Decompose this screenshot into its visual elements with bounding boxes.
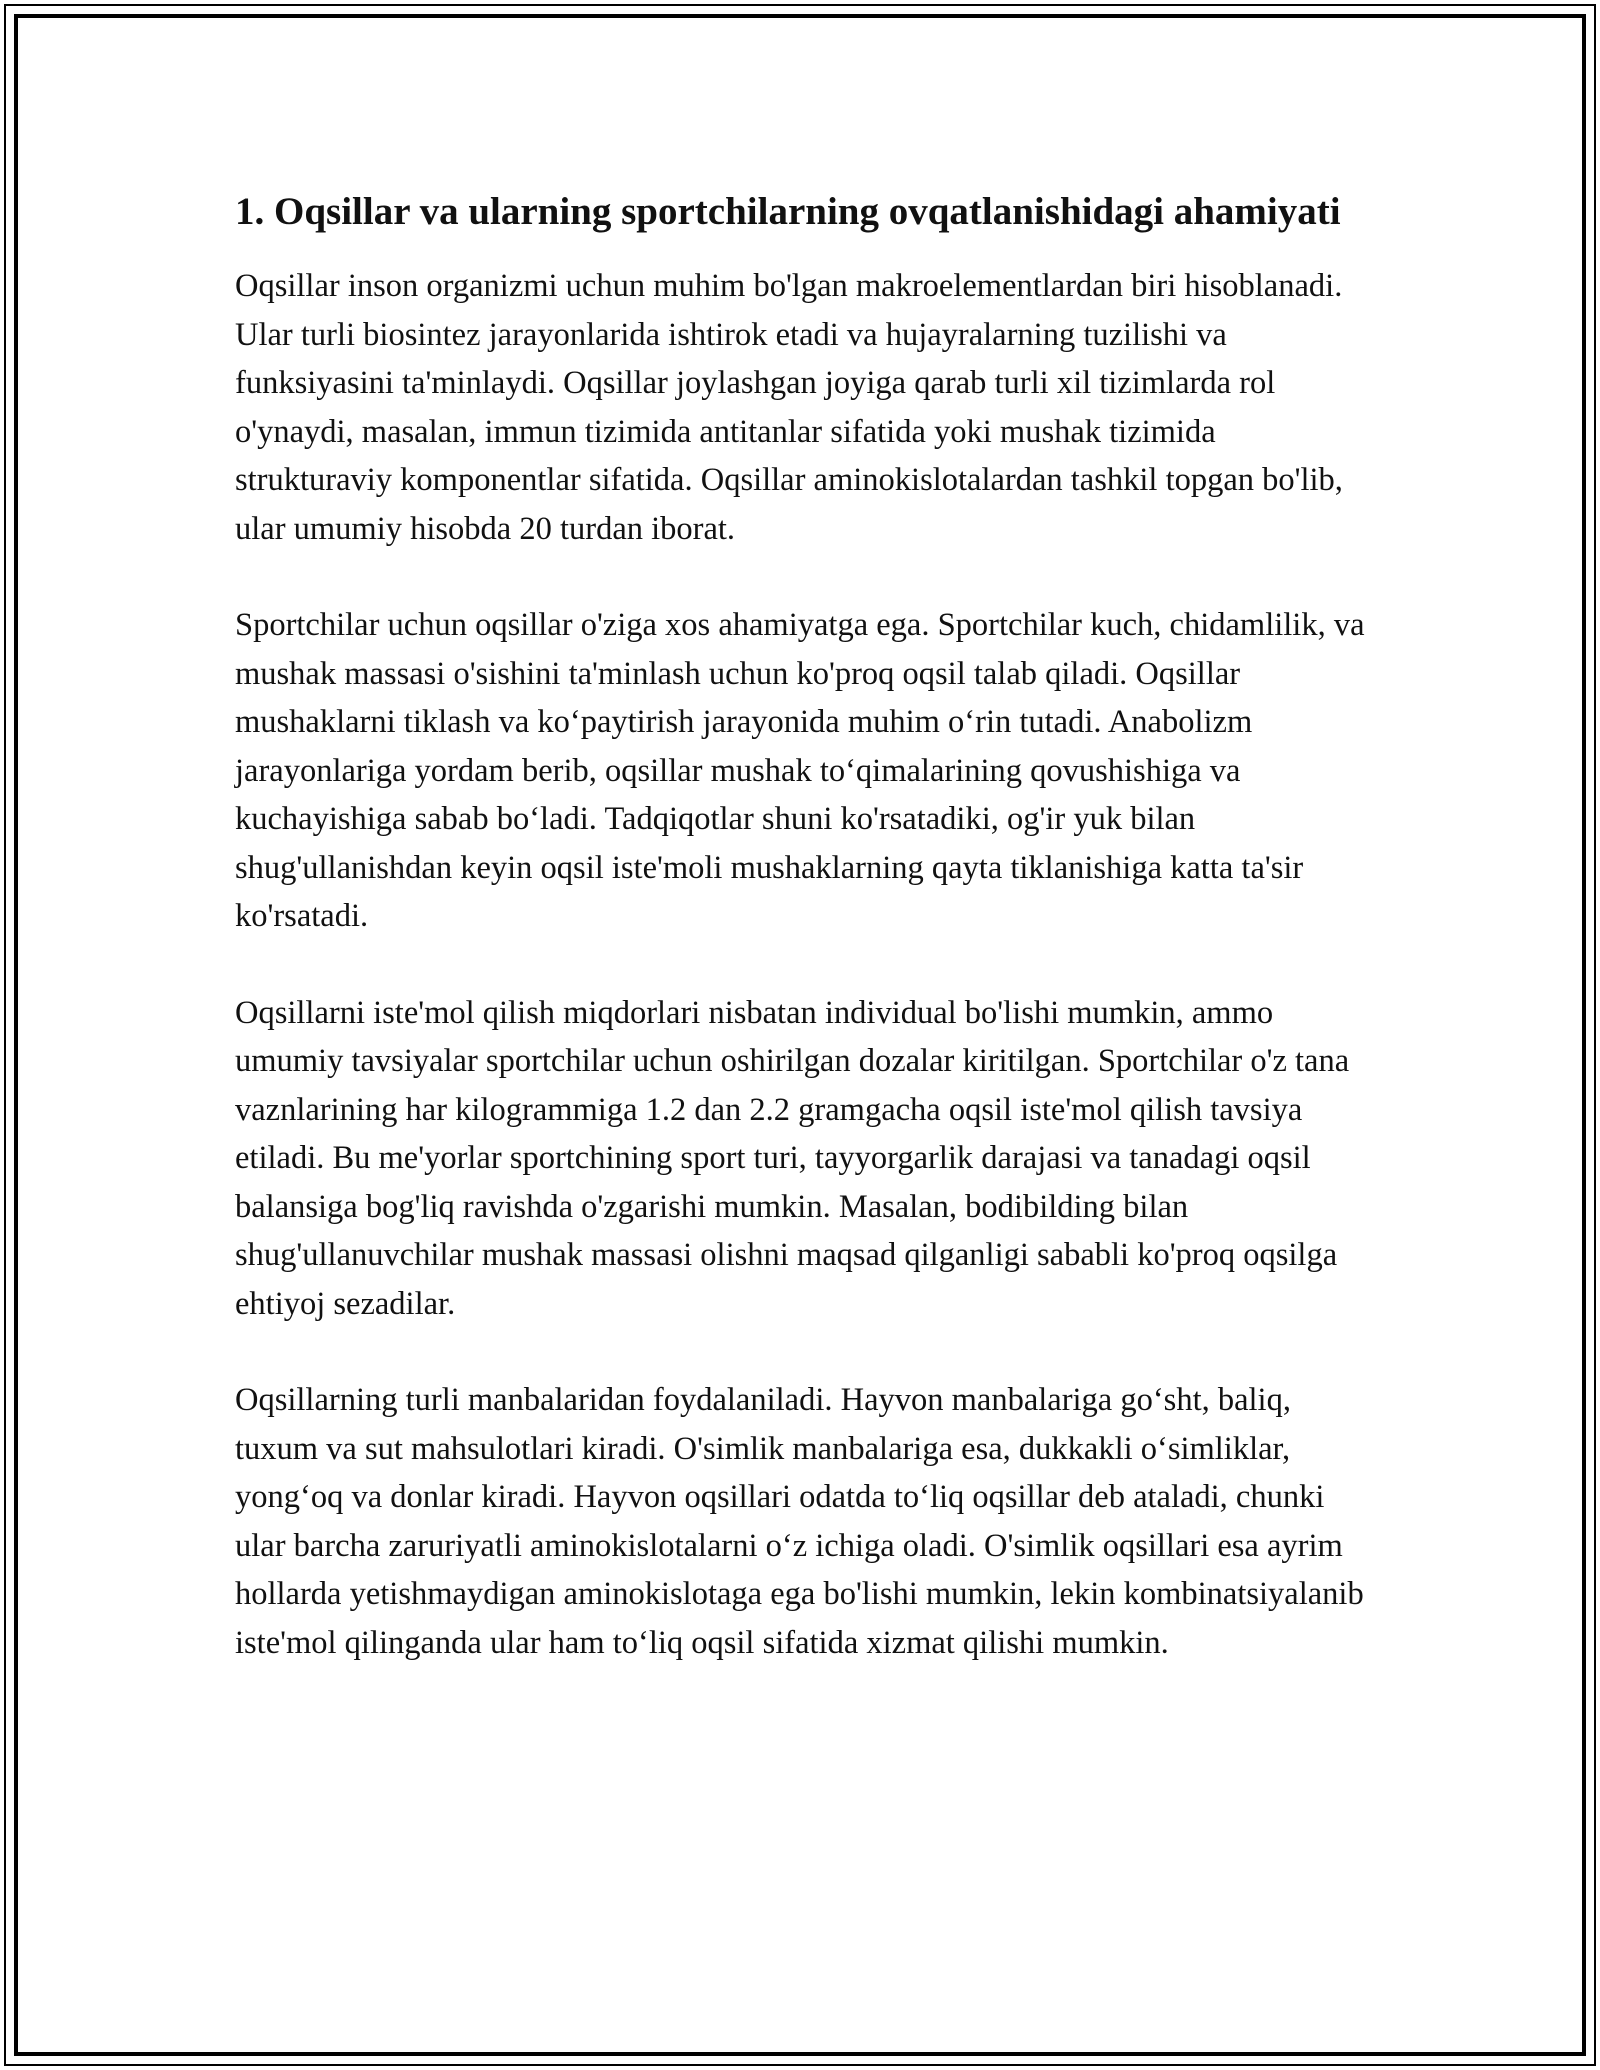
paragraph-2: Sportchilar uchun oqsillar o'ziga xos ahamiyatga ega. Sportchilar kuch, chidamlilik, va mushak massasi o'sishini ta'minlash uchun ko'proq oqsil talab qiladi. Oqsillar mushaklarni tiklash va ko‘paytirish jarayonida muhim o‘rin tutadi. Anabolizm jarayonlariga yordam berib, oqsillar mushak to‘qimalarining qovushishiga va kuchayishiga sabab bo‘ladi. Tadqiqotlar shuni ko'rsatadiki, og'ir yuk bilan shug'ullanishdan keyin oqsil iste'moli mushaklarning qayta tiklanishiga katta ta'sir ko'rsatadi. (235, 607, 1365, 934)
document-body (235, 185, 1370, 1715)
paragraph-3: Oqsillarni iste'mol qilish miqdorlari nisbatan individual bo'lishi mumkin, ammo umumiy tavsiyalar sportchilar uchun oshirilgan dozalar kiritilgan. Sportchilar o'z tana vaznlarining har kilogrammiga 1.2 dan 2.2 gramgacha oqsil iste'mol qilish tavsiya etiladi. Bu me'yorlar sportchining sport turi, tayyorgarlik darajasi va tanadagi oqsil balansiga bog'liq ravishda o'zgarishi mumkin. Masalan, bodibilding bilan shug'ullanuvchilar mushak massasi olishni maqsad qilganligi sababli ko'proq oqsilga ehtiyoj sezadilar. (235, 994, 1350, 1322)
paragraph-4: Oqsillarning turli manbalaridan foydalaniladi. Hayvon manbalariga go‘sht, baliq, tuxum va sut mahsulotlari kiradi. O'simlik manbalariga esa, dukkakli o‘simliklar, yong‘oq va donlar kiradi. Hayvon oqsillari odatda to‘liq oqsillar deb ataladi, chunki ular barcha zaruriyatli aminokislotalarni o‘z ichiga oladi. O'simlik oqsillari esa ayrim hollarda yetishmaydigan aminokislotaga ega bo'lishi mumkin, lekin kombinatsiyalanib iste'mol qilinganda ular ham to‘liq oqsil sifatida xizmat qilishi mumkin. (235, 1382, 1364, 1661)
paragraph-1: Oqsillar inson organizmi uchun muhim bo'lgan makroelementlardan biri hisoblanadi. Ular turli biosintez jarayonlarida ishtirok etadi va hujayralarning tuzilishi va funksiyasini ta'minlaydi. Oqsillar joylashgan joyiga qarab turli xil tizimlarda rol o'ynaydi, masalan, immun tizimida antitanlar sifatida yoki mushak tizimida strukturaviy komponentlar sifatida. Oqsillar aminokislotalardan tashkil topgan bo'lib, ular umumiy hisobda 20 turdan iborat. (235, 268, 1343, 547)
section-heading: 1. Oqsillar va ularning sportchilarning ovqatlanishidagi ahamiyati (235, 190, 1341, 233)
